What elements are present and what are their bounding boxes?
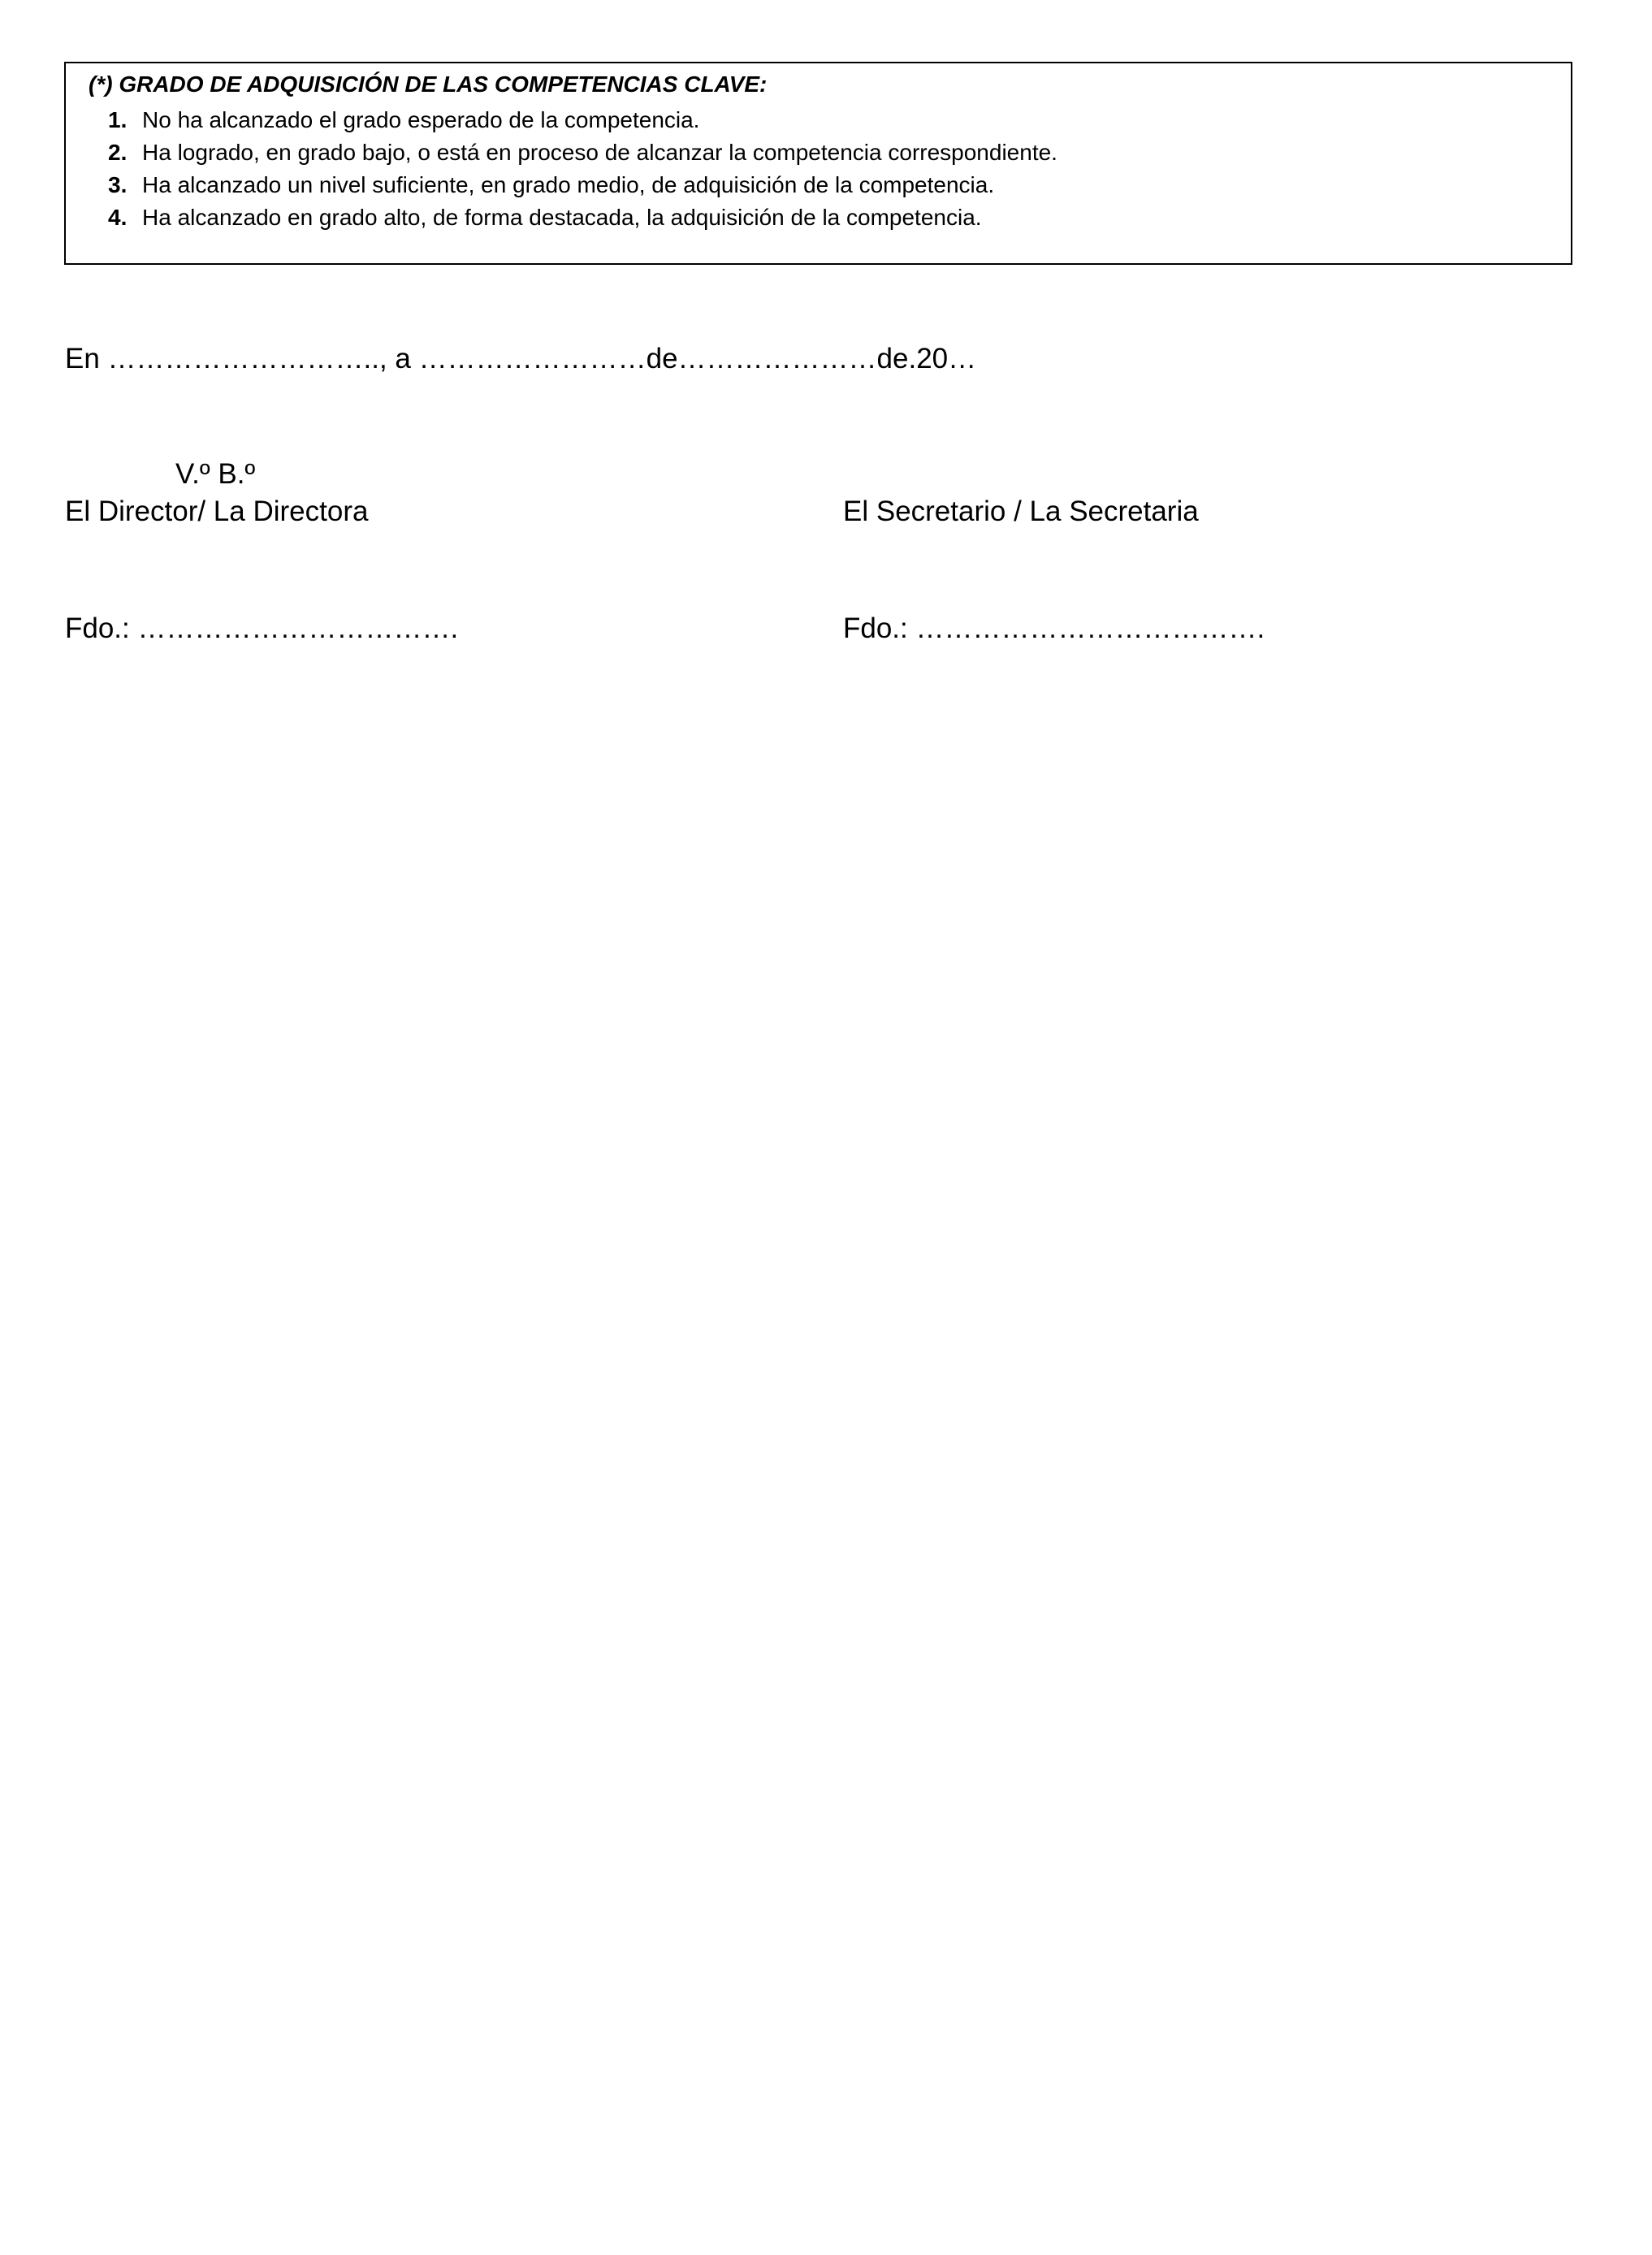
director-signature-line: Fdo.: ……………………………. [65, 612, 459, 644]
legend-item-number: 3. [108, 172, 128, 197]
legend-list [108, 104, 1057, 234]
place-date-line: En ……………………….., a ……………………de…………………de.20… [65, 343, 977, 374]
legend-item-number: 1. [108, 107, 128, 132]
legend-item-text: Ha logrado, en grado bajo, o está en proceso de alcanzar la competencia correspondiente. [142, 140, 1057, 165]
legend-item-text: Ha alcanzado un nivel suficiente, en grado medio, de adquisición de la competencia. [142, 172, 995, 197]
legend-item-2 [108, 136, 1057, 169]
legend-item-3 [108, 169, 1057, 201]
legend-item-number: 2. [108, 140, 128, 165]
legend-item-number: 4. [108, 205, 128, 230]
legend-item-text: Ha alcanzado en grado alto, de forma destacada, la adquisición de la competencia. [142, 205, 982, 230]
approval-label: V.º B.º [175, 458, 256, 490]
director-label: El Director/ La Directora [65, 496, 369, 527]
legend-item-1 [108, 104, 1057, 136]
competency-legend-box [64, 62, 1572, 265]
secretary-label: El Secretario / La Secretaria [843, 496, 1199, 527]
legend-item-text: No ha alcanzado el grado esperado de la competencia. [142, 107, 700, 132]
legend-title: (*) GRADO DE ADQUISICIÓN DE LAS COMPETENCIAS CLAVE: [89, 71, 768, 97]
secretary-signature-line: Fdo.: ………………………………. [843, 612, 1265, 644]
legend-item-4 [108, 201, 1057, 234]
